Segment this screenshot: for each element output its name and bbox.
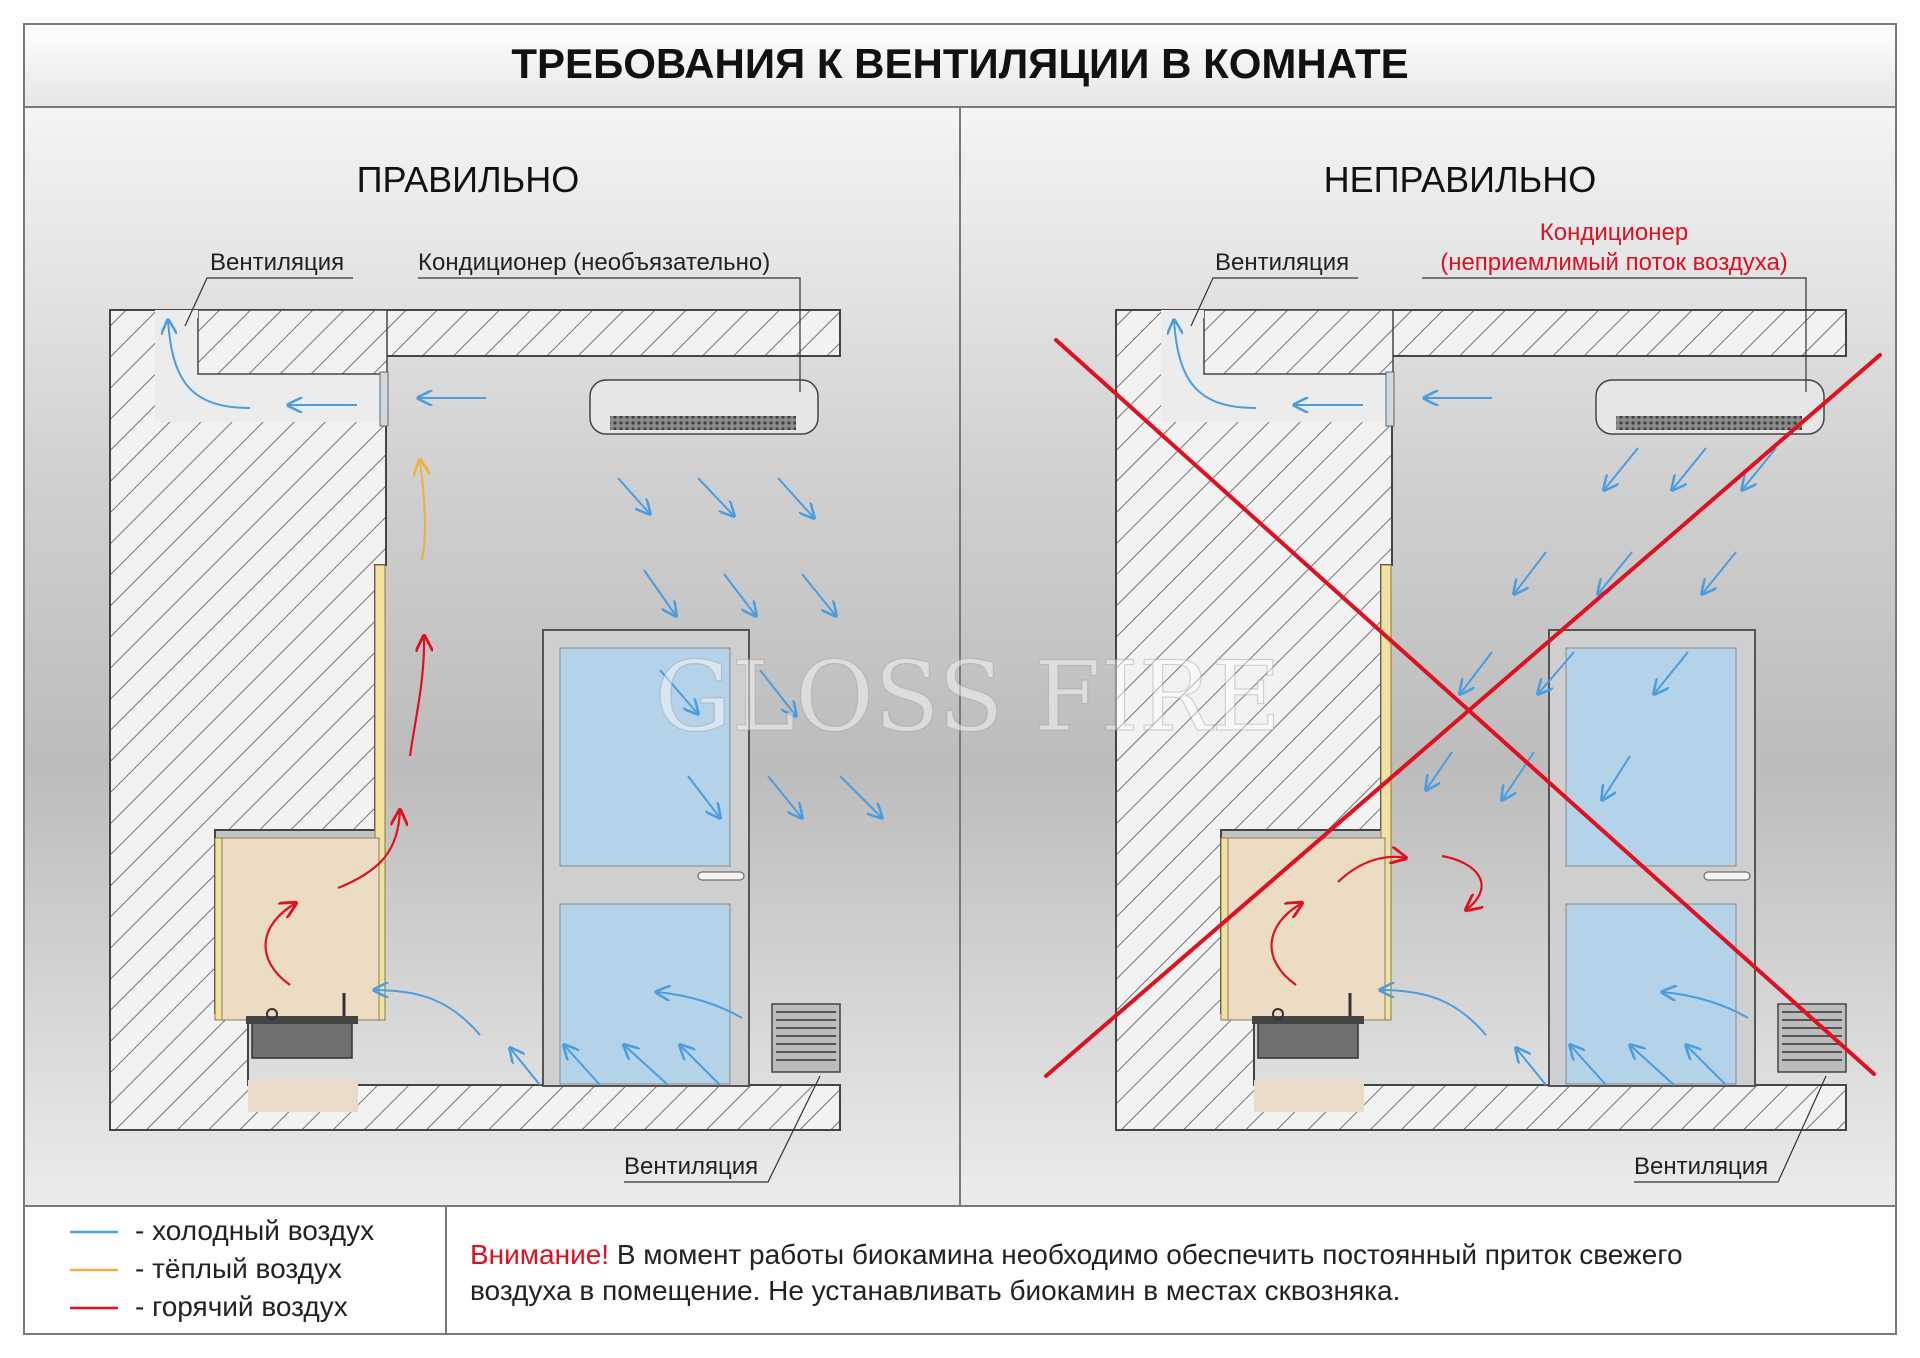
heading-correct: ПРАВИЛЬНО	[356, 159, 580, 200]
notice-prefix: Внимание!	[470, 1239, 610, 1270]
ac-label: Кондиционер (необъязательно)	[418, 249, 771, 276]
svg-text:Внимание! В момент работы биок	[470, 1239, 1683, 1270]
notice-line2: воздуха в помещение. Не устанавливать биокамин в местах сквозняка.	[470, 1275, 1401, 1306]
vent-grille-top	[380, 372, 388, 426]
vent-top-label-incorrect: Вентиляция	[1215, 249, 1350, 276]
heading-incorrect: НЕПРАВИЛЬНО	[1323, 159, 1597, 200]
vent-top-label: Вентиляция	[210, 249, 345, 276]
legend-label-hot: - горячий воздух	[135, 1291, 348, 1322]
legend-label-cold: - холодный воздух	[135, 1215, 375, 1246]
vent-bottom-label-incorrect: Вентиляция	[1634, 1153, 1769, 1180]
watermark: GLOSS FIRE	[654, 641, 1282, 753]
page-title: ТРЕБОВАНИЯ К ВЕНТИЛЯЦИИ В КОМНАТЕ	[511, 40, 1409, 87]
vent-grille-bottom	[772, 1004, 840, 1072]
fireplace-body	[222, 838, 379, 1020]
notice-line1: В момент работы биокамина необходимо обеспечить постоянный приток свежего	[609, 1239, 1683, 1270]
vent-bottom-label: Вентиляция	[624, 1153, 759, 1180]
ac-label-incorrect-line1: Кондиционер	[1539, 219, 1689, 246]
ac-label-incorrect-line2: (неприемлимый поток воздуха)	[1440, 249, 1788, 276]
air-conditioner	[590, 380, 818, 434]
legend-label-warm: - тёплый воздух	[135, 1253, 342, 1284]
